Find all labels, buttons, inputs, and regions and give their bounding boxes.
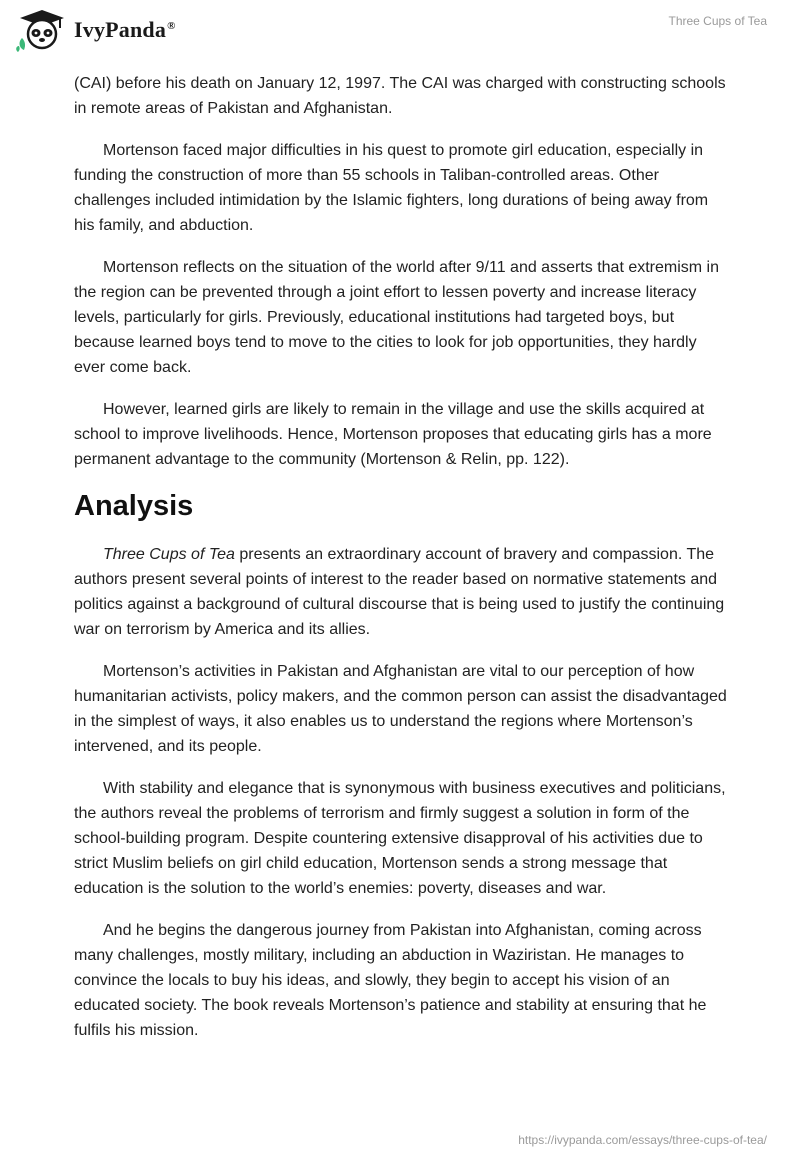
document-title: Three Cups of Tea	[668, 14, 767, 28]
panda-graduate-logo-icon	[16, 8, 68, 52]
book-title-italic: Three Cups of Tea	[103, 546, 235, 563]
paragraph-3: Mortenson reflects on the situation of the world after 9/11 and asserts that extremism in the region can be prevented through a joint effort to lessen poverty and increase literacy levels, particularly for girls. Previously, educational institutions had targeted boys, but because learned boys tend to move to the cities to look for job opportunities, they hardly ever come back.	[74, 259, 720, 376]
paragraph-2: Mortenson faced major difficulties in his quest to promote girl education, especially in funding the construction of more than 55 schools in Taliban-controlled areas. Other challenges included intimidation by the Islamic fighters, long durations of being away from his family, and abduction.	[74, 142, 709, 234]
source-url[interactable]: https://ivypanda.com/essays/three-cups-of-tea/	[518, 1133, 767, 1147]
essay-content	[74, 71, 728, 1060]
paragraph-7: With stability and elegance that is synonymous with business executives and politicians, the authors reveal the problems of terrorism and firmly suggest a solution in form of the school-building program. Despite countering extensive disapproval of his activities due to strict Muslim beliefs on girl child education, Mortenson sends a strong message that education is the solution to the world’s enemies: poverty, diseases and war.	[74, 780, 726, 897]
brand-name	[74, 17, 176, 43]
section-heading-analysis: Analysis	[74, 490, 194, 522]
paragraph-1: (CAI) before his death on January 12, 1997. The CAI was charged with constructing schools in remote areas of Pakistan and Afghanistan.	[74, 75, 726, 117]
paragraph-8: And he begins the dangerous journey from Pakistan into Afghanistan, coming across many challenges, mostly military, including an abduction in Waziristan. He manages to convince the locals to buy his ideas, and slowly, they begin to accept his vision of an educated society. The book reveals Mortenson’s patience and stability at ensuring that he fulfils his mission.	[74, 922, 707, 1039]
paragraph-5-text: presents an extraordinary account of bravery and compassion. The authors present several points of interest to the reader based on normative statements and politics against a background of cultural discourse that is being used to justify the continuing war on terrorism by America and its allies.	[74, 546, 725, 638]
page-header	[0, 0, 800, 60]
brand-text: IvyPanda	[74, 17, 167, 42]
ivypanda-logo[interactable]	[16, 8, 176, 52]
paragraph-6: Mortenson’s activities in Pakistan and Afghanistan are vital to our perception of how humanitarian activists, policy makers, and the common person can assist the disadvantaged in the simplest of ways, it also enables us to understand the regions where Mortenson’s intervened, and its people.	[74, 663, 727, 755]
paragraph-5	[74, 542, 728, 642]
registered-mark: ®	[167, 19, 176, 32]
paragraph-4: However, learned girls are likely to remain in the village and use the skills acquired at school to improve livelihoods. Hence, Mortenson proposes that educating girls has a more permanent advantage to the community (Mortenson & Relin, pp. 122).	[74, 401, 712, 468]
